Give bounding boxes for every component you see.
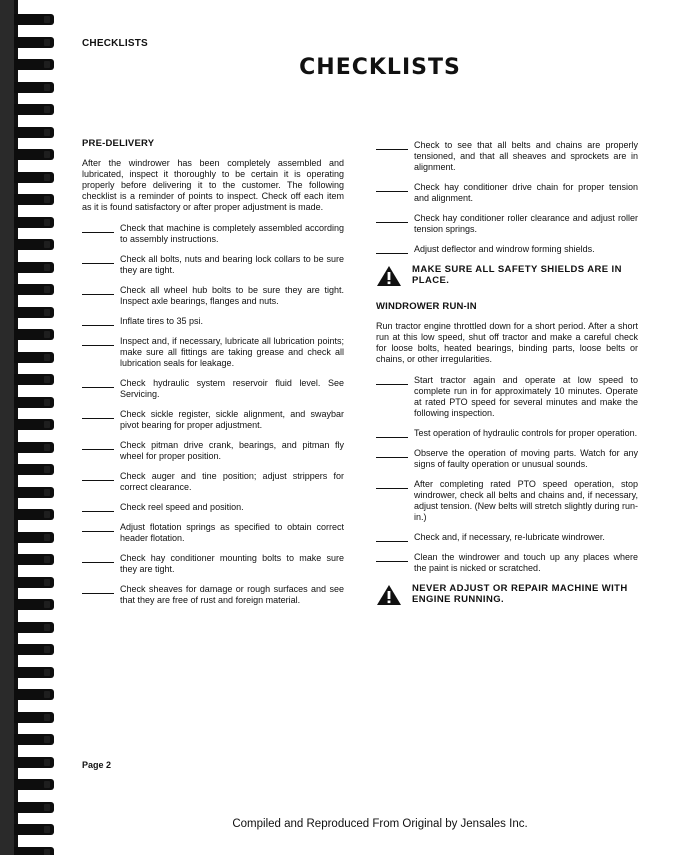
binding-ring [14, 712, 54, 723]
pre-delivery-checklist [82, 223, 344, 606]
checklist-item-text: Check and, if necessary, re-lubricate windrower. [414, 532, 605, 542]
binding-ring [14, 262, 54, 273]
checkbox-blank-line [376, 243, 408, 254]
checklist-item [82, 409, 344, 431]
checklist-item-text: Adjust deflector and windrow forming shields. [414, 244, 595, 254]
checkbox-blank-line [82, 470, 114, 481]
checklist-item-text: Check hay conditioner mounting bolts to make sure they are tight. [120, 553, 344, 574]
binding-ring [14, 172, 54, 183]
binding-ring [14, 689, 54, 700]
checklist-item [82, 471, 344, 493]
binding-ring [14, 779, 54, 790]
checklist-item-text: Test operation of hydraulic controls for proper operation. [414, 428, 638, 438]
binding-ring [14, 149, 54, 160]
warning-triangle-icon [376, 584, 402, 606]
binding-ring [14, 14, 54, 25]
binding-ring [14, 37, 54, 48]
binding-ring [14, 532, 54, 543]
checklist-item-text: Check reel speed and position. [120, 502, 244, 512]
checklist-item [82, 502, 344, 513]
binding-ring [14, 824, 54, 835]
document-page [60, 0, 700, 855]
pre-delivery-intro: After the windrower has been completely assembled and lubricated, inspect it thoroughly to be certain it is operating properly before delivering it to the customer. The following checklist is a reminder of points to inspect. Check off each item as it is found satisfactory or after proper adjustment is made. [82, 158, 344, 212]
checkbox-blank-line [376, 531, 408, 542]
checklist-item-text: Check pitman drive crank, bearings, and pitman fly wheel for proper position. [120, 440, 344, 461]
checklist-item [82, 522, 344, 544]
checklist-item-text: Check auger and tine position; adjust strippers for correct clearance. [120, 471, 344, 492]
section-heading-run-in: WINDROWER RUN-IN [376, 301, 477, 312]
checkbox-blank-line [82, 284, 114, 295]
checklist-item [82, 440, 344, 462]
checklist-item [376, 532, 638, 543]
binding-ring [14, 442, 54, 453]
checkbox-blank-line [376, 212, 408, 223]
binding-ring [14, 329, 54, 340]
checklist-item [376, 213, 638, 235]
checkbox-blank-line [82, 521, 114, 532]
header-label: CHECKLISTS [82, 38, 148, 49]
checklist-item [376, 140, 638, 173]
binding-ring [14, 667, 54, 678]
checklist-item-text: Check all bolts, nuts and bearing lock collars to be sure they are tight. [120, 254, 344, 275]
checkbox-blank-line [376, 551, 408, 562]
binding-ring [14, 217, 54, 228]
binding-ring [14, 352, 54, 363]
binding-ring [14, 644, 54, 655]
binding-ring [14, 757, 54, 768]
binding-ring [14, 239, 54, 250]
safety-warning-engine [376, 583, 638, 606]
checklist-item-text: Check that machine is completely assembled according to assembly instructions. [120, 223, 344, 244]
run-in-checklist [376, 375, 638, 574]
left-column [82, 138, 344, 615]
binding-ring [14, 59, 54, 70]
checklist-item-text: Check all wheel hub bolts to be sure they are tight. Inspect axle bearings, flanges and nuts. [120, 285, 344, 306]
checklist-item-text: Check hydraulic system reservoir fluid level. See Servicing. [120, 378, 344, 399]
checkbox-blank-line [82, 377, 114, 388]
section-heading-pre-delivery: PRE-DELIVERY [82, 138, 155, 149]
binding-ring [14, 374, 54, 385]
checklist-item [82, 378, 344, 400]
binding-ring [14, 802, 54, 813]
binding-ring [14, 104, 54, 115]
right-column [376, 140, 638, 620]
page-title: CHECKLISTS [299, 55, 461, 80]
checklist-item [376, 552, 638, 574]
checklist-item-text: Adjust flotation springs as specified to obtain correct header flotation. [120, 522, 344, 543]
checkbox-blank-line [376, 447, 408, 458]
checkbox-blank-line [82, 583, 114, 594]
run-in-intro: Run tractor engine throttled down for a short period. After a short run at this low speed, shut off tractor and make a careful check for loose bolts, heated bearings, binding parts, loose belts or chains, or other irregularities. [376, 321, 638, 364]
checklist-item [376, 448, 638, 470]
checklist-item [82, 254, 344, 276]
binding-ring [14, 599, 54, 610]
checkbox-blank-line [82, 501, 114, 512]
binding-ring [14, 577, 54, 588]
warning-text: MAKE SURE ALL SAFETY SHIELDS ARE IN PLACE. [412, 264, 622, 286]
checkbox-blank-line [376, 374, 408, 385]
binding-ring [14, 487, 54, 498]
binding-ring [14, 194, 54, 205]
checklist-item [376, 182, 638, 204]
binding-spine [0, 0, 14, 855]
binding-ring [14, 82, 54, 93]
warning-text: NEVER ADJUST OR REPAIR MACHINE WITH ENGINE RUNNING. [412, 583, 628, 605]
binding-ring [14, 509, 54, 520]
checklist-item-text: Inflate tires to 35 psi. [120, 316, 204, 326]
checkbox-blank-line [376, 181, 408, 192]
binding-ring [14, 464, 54, 475]
spiral-binding [0, 0, 60, 855]
checklist-item-text: Check sickle register, sickle alignment, and swaybar pivot bearing for proper adjustment. [120, 409, 344, 430]
checkbox-blank-line [82, 315, 114, 326]
checklist-item [82, 553, 344, 575]
binding-ring [14, 734, 54, 745]
continued-checklist [376, 140, 638, 255]
checkbox-blank-line [82, 222, 114, 233]
checklist-item [82, 223, 344, 245]
binding-ring [14, 307, 54, 318]
page-number: Page 2 [82, 760, 112, 770]
checklist-item-text: Check hay conditioner drive chain for proper tension and alignment. [414, 182, 638, 203]
checklist-item [376, 244, 638, 255]
checklist-item-text: Clean the windrower and touch up any places where the paint is nicked or scratched. [414, 552, 638, 573]
binding-ring [14, 397, 54, 408]
checklist-item-text: Check sheaves for damage or rough surfaces and see that they are free of rust and foreign material. [120, 584, 344, 605]
binding-ring [14, 127, 54, 138]
footer-credit: Compiled and Reproduced From Original by Jensales Inc. [232, 818, 528, 830]
checklist-item-text: Observe the operation of moving parts. Watch for any signs of faulty operation or unusual sounds. [414, 448, 638, 469]
safety-warning-shields [376, 264, 638, 287]
checklist-item-text: Check hay conditioner roller clearance and adjust roller tension springs. [414, 213, 638, 234]
checklist-item [376, 428, 638, 439]
checklist-item-text: Start tractor again and operate at low speed to complete run in for approximately 10 minutes. Operate at rated PTO speed for several minutes and make the following inspection. [414, 375, 638, 418]
binding-ring [14, 419, 54, 430]
checklist-item [82, 316, 344, 327]
checkbox-blank-line [376, 478, 408, 489]
checklist-item [82, 336, 344, 369]
checklist-item-text: After completing rated PTO speed operation, stop windrower, check all belts and chains and, if necessary, adjust tension. (New belts will stretch slightly during run-in.) [414, 479, 638, 522]
checklist-item [82, 285, 344, 307]
checklist-item-text: Check to see that all belts and chains are properly tensioned, and that all sheaves and sprockets are in alignment. [414, 140, 638, 172]
binding-ring [14, 622, 54, 633]
checkbox-blank-line [376, 139, 408, 150]
checklist-item [376, 479, 638, 523]
checkbox-blank-line [82, 253, 114, 264]
binding-ring [14, 554, 54, 565]
binding-ring [14, 284, 54, 295]
checklist-item [376, 375, 638, 419]
checkbox-blank-line [82, 335, 114, 346]
binding-ring [14, 847, 54, 855]
checkbox-blank-line [82, 552, 114, 563]
warning-triangle-icon [376, 265, 402, 287]
checkbox-blank-line [376, 427, 408, 438]
checkbox-blank-line [82, 408, 114, 419]
checklist-item [82, 584, 344, 606]
checkbox-blank-line [82, 439, 114, 450]
checklist-item-text: Inspect and, if necessary, lubricate all lubrication points; make sure all fittings are taking grease and check all lubrication seals for leakage. [120, 336, 344, 368]
